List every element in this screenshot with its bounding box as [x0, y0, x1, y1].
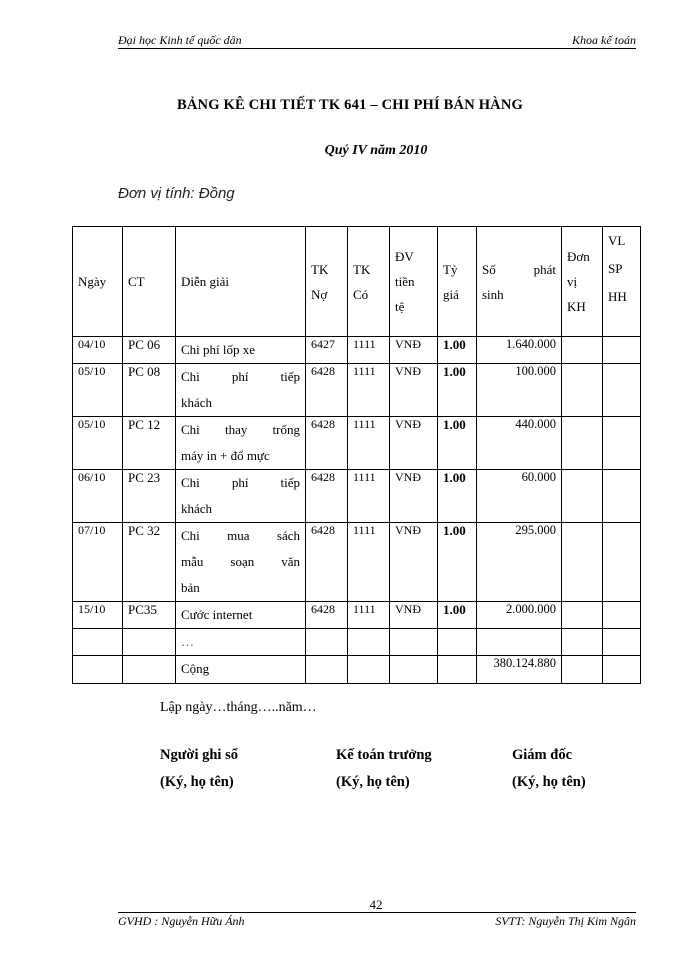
col-header-vl: VL SP HH [603, 227, 641, 337]
table-row: 15/10 PC35 Cước internet 6428 1111 VNĐ 1.00 2.000.000 [73, 602, 641, 629]
header-university: Đại học Kinh tế quốc dân [118, 33, 242, 47]
table-row: 07/10 PC 32 Chi mua sách mẫu soạn văn bản 6428 1111 VNĐ 1.00 295.000 [73, 523, 641, 602]
signature-director: Giám đốc (Ký, họ tên) [512, 747, 586, 790]
col-header-ct: CT [123, 227, 176, 337]
col-header-tk-no: TK Nợ [306, 227, 348, 337]
table-row: 06/10 PC 23 Chi phí tiếp khách 6428 1111 VNĐ 1.00 60.000 [73, 470, 641, 523]
page-header [118, 30, 636, 49]
table-header-row [73, 227, 641, 337]
header-faculty: Khoa kế toán [572, 33, 636, 47]
footer-supervisor: GVHD : Nguyễn Hữu Ánh [118, 914, 245, 928]
currency-unit-note: Đơn vị tính: Đồng [118, 185, 235, 202]
table-row: 04/10 PC 06 Chi phí lốp xe 6427 1111 VNĐ 1.00 1.640.000 [73, 337, 641, 364]
col-header-desc: Diễn giải [176, 227, 306, 337]
table-row: 05/10 PC 08 Chi phí tiếp khách 6428 1111 VNĐ 1.00 100.000 [73, 364, 641, 417]
col-header-rate: Tỷ giá [438, 227, 477, 337]
total-label: Cộng [176, 656, 306, 684]
page-number: 42 [369, 897, 383, 912]
ellipsis-row [73, 629, 641, 656]
total-row [73, 656, 641, 684]
expense-ledger-table [72, 226, 641, 684]
col-header-currency: ĐV tiền tệ [390, 227, 438, 337]
signature-date-line: Lập ngày…tháng…..năm… [160, 700, 317, 715]
col-header-date: Ngày [73, 227, 123, 337]
table-row: 05/10 PC 12 Chi thay trống máy in + đổ mực 6428 1111 VNĐ 1.00 440.000 [73, 417, 641, 470]
footer-student: SVTT: Nguyễn Thị Kim Ngân [495, 914, 636, 928]
page-footer [118, 912, 636, 929]
document-subtitle: Quý IV năm 2010 [324, 143, 428, 158]
col-header-amount: Số phát sinh [477, 227, 562, 337]
signature-chief-accountant: Kế toán trưởng (Ký, họ tên) [336, 747, 432, 790]
ellipsis-text: … [181, 634, 194, 649]
col-header-unit: Đơn vị KH [562, 227, 603, 337]
col-header-tk-co: TK Có [348, 227, 390, 337]
document-title: BẢNG KÊ CHI TIẾT TK 641 – CHI PHÍ BÁN HÀNG [177, 97, 523, 113]
total-amount: 380.124.880 [477, 656, 562, 684]
signature-bookkeeper: Người ghi sổ (Ký, họ tên) [160, 747, 238, 790]
